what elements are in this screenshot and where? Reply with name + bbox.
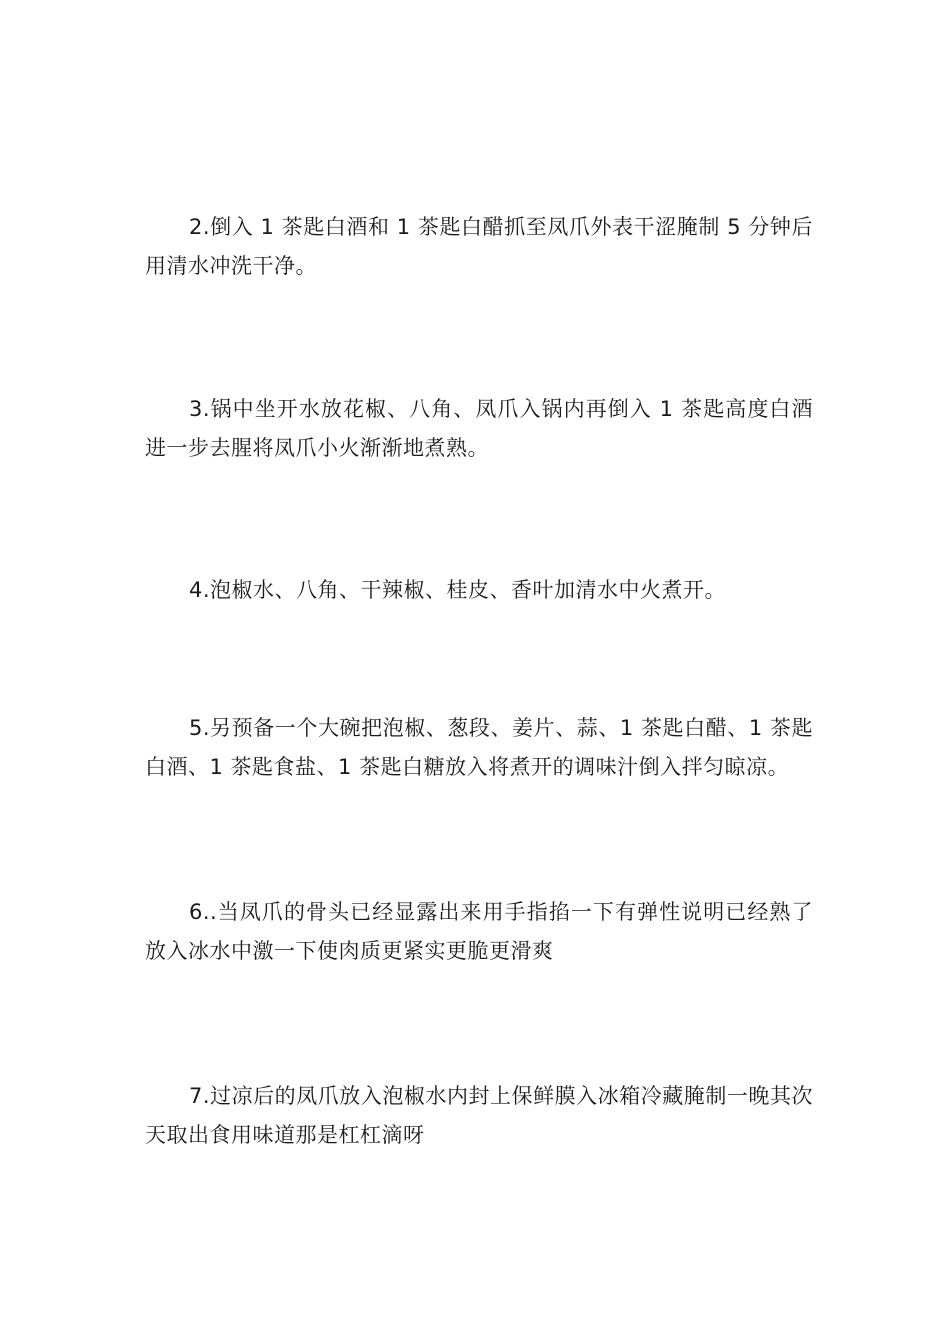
step-3-paragraph: 3.锅中坐开水放花椒、八角、凤爪入锅内再倒入 1 茶匙高度白酒进一步去腥将凤爪小火渐渐地煮熟。 bbox=[145, 397, 813, 460]
step-7-paragraph: 7.过凉后的凤爪放入泡椒水内封上保鲜膜入冰箱冷藏腌制一晚其次天取出食用味道那是杠杠滴呀 bbox=[145, 1084, 813, 1147]
step-4-paragraph: 4.泡椒水、八角、干辣椒、桂皮、香叶加清水中火煮开。 bbox=[189, 578, 727, 602]
step-5-paragraph: 5.另预备一个大碗把泡椒、葱段、姜片、蒜、1 茶匙白醋、1 茶匙白酒、1 茶匙食盐、1 茶匙白糖放入将煮开的调味汁倒入拌匀晾凉。 bbox=[145, 716, 813, 779]
step-6-paragraph: 6..当凤爪的骨头已经显露出来用手指掐一下有弹性说明已经熟了放入冰水中激一下使肉质更紧实更脆更滑爽 bbox=[145, 900, 813, 963]
step-2-paragraph: 2.倒入 1 茶匙白酒和 1 茶匙白醋抓至凤爪外表干涩腌制 5 分钟后用清水冲洗干净。 bbox=[145, 215, 813, 278]
